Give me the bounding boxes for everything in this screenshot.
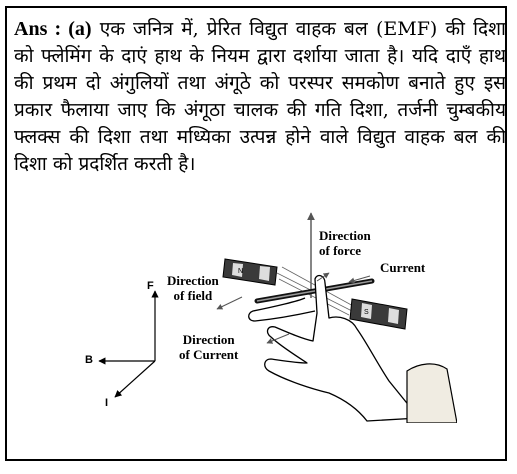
- current-direction-label: Direction of Current: [179, 332, 239, 362]
- north-magnet: [223, 259, 277, 285]
- answer-box: [5, 6, 507, 461]
- south-magnet: [350, 299, 407, 329]
- field-arrow: [217, 297, 242, 309]
- field-label: Direction of field: [167, 273, 219, 303]
- north-pole-label: N: [238, 268, 244, 275]
- hand-illustration: [67, 203, 457, 423]
- force-label: Direction of force: [319, 228, 371, 258]
- i-axis-label: I: [105, 397, 109, 409]
- f-axis-label: F: [147, 280, 154, 292]
- answer-text: एक जनित्र में, प्रेरित विद्युत वाहक बल (EMF) की दिशा को फ्लेमिंग के दाएं हाथ के नियम द्वारा दर्शाया जाता है। यदि दाएँ हाथ की प्रथम दो अंगुलियों तथा अंगूठे को परस्पर समकोण बनाते हुए इस प्रकार फैलाया जाए कि अंगूठा चालक की गति दिशा, तर्जनी चुम्बकीय फ्लक्स की दिशा तथा मध्यिका उत्पन्न होने वाले विद्युत वाहक बल की दिशा को प्रदर्शित करती है।: [14, 18, 506, 175]
- axes-sketch: [99, 291, 155, 397]
- fleming-right-hand-rule-diagram: [67, 203, 457, 423]
- b-axis-label: B: [85, 354, 93, 366]
- sleeve: [407, 364, 457, 423]
- answer-paragraph: [14, 16, 506, 178]
- south-pole-label: S: [364, 309, 369, 316]
- i-axis: [115, 361, 155, 397]
- current-label: Current: [380, 260, 426, 275]
- answer-prefix: Ans : (a): [14, 18, 92, 40]
